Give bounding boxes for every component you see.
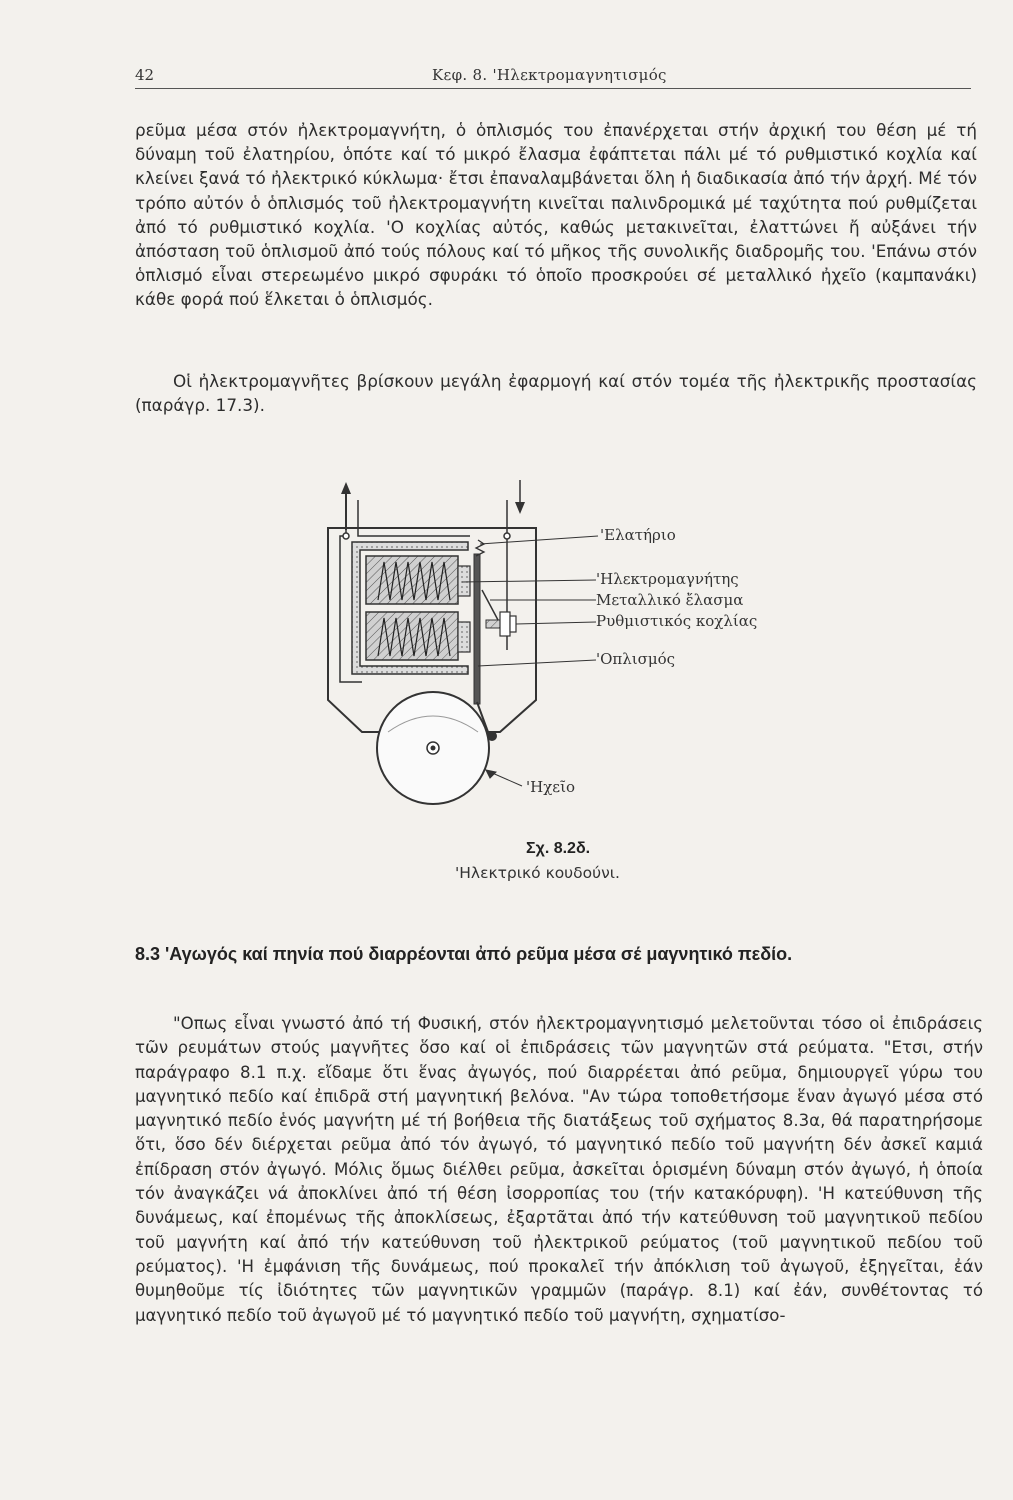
page-number: 42 <box>135 66 155 84</box>
label-metal-strip: Μεταλλικό ἔλασμα <box>596 591 744 609</box>
page-header <box>135 66 971 89</box>
label-spring: 'Ελατήριο <box>600 526 676 544</box>
body-paragraph-2: Οἱ ἠλεκτρομαγνῆτες βρίσκουν μεγάλη ἐφαρμογή καί στόν τομέα τῆς ἠλεκτρικῆς προστασίας (παράγρ. 17.3). <box>135 371 977 416</box>
metal-strip <box>482 590 498 620</box>
label-electromagnet: 'Ηλεκτρομαγνήτης <box>596 570 739 588</box>
electromagnet-coils <box>366 556 470 660</box>
section-paragraph: "Οπως εἶναι γνωστό ἀπό τή Φυσική, στόν ἠλεκτρομαγνητισμό μελετοῦνται τόσο οἱ ἐπιδράσεις τῶν ρευμάτων στούς μαγνῆτες ὅσο καί οἱ ἐπιδράσεις τῶν μαγνητῶν στά ρεύματα. "Ετσι, στήν παράγραφο 8.1 π.χ. εἴδαμε ὅτι ἕνας ἀγωγός, πού διαρρέεται ἀπό ρεῦμα, δημιουργεῖ γύρω του μαγνητικό πεδίο καί ἐπιδρᾶ στή μαγνητική βελόνα. "Αν τώρα τοποθετήσομε ἕναν ἀγωγό μέσα στό μαγνητικό πεδίο ἑνός μαγνήτη μέ τή βοήθεια τῆς διατάξεως τοῦ σχήματος 8.3α, θά παρατηρήσομε ὅτι, ὅσο δέν διέρχεται ρεῦμα ἀπό τόν ἀγωγό, τό μαγνητικό πεδίο τοῦ μαγνήτη δέν ἀσκεῖ καμιά ἐπίδραση στόν ἀγωγό. Μόλις ὅμως διέλθει ρεῦμα, ἀσκεῖται ὁρισμένη δύναμη στόν ἀγωγό, ἡ ὁποία τόν ἀναγκάζει νά ἀποκλίνει ἀπό τή θέση ἰσορροπίας του (τήν κατακόρυφη). 'Η κατεύθυνση τῆς δυνάμεως, καί ἐπομένως τῆς ἀποκλίσεως, ἐξαρτᾶται ἀπό τήν κατεύθυνση τοῦ μαγνητικοῦ πεδίου τοῦ μαγνήτη καί ἀπό τήν κατεύθυνση τοῦ ἠλεκτρικοῦ ρεύματος (τοῦ μαγνητικοῦ πεδίου τοῦ ρεύματος). 'Η ἐμφάνιση τῆς δυνάμεως, πού προκαλεῖ τήν ἀπόκλιση τοῦ ἀγωγοῦ, ἐξηγεῖται, ἐάν θυμηθοῦμε τίς ἰδιότητες τῶν μαγνητικῶν γραμμῶν (παράγρ. 8.1) καί ἐάν, συνθέτοντας τό μαγνητικό πεδίο τοῦ ἀγωγοῦ μέ τό μαγνητικό πεδίο τοῦ μαγνήτη, σχηματίσο- <box>135 1014 983 1325</box>
bell-dome <box>377 692 489 804</box>
running-title: Κεφ. 8. 'Ηλεκτρομαγνητισμός <box>432 66 667 84</box>
figure-caption-number: Σχ. 8.2δ. <box>526 840 591 857</box>
armature <box>474 554 480 704</box>
electric-bell-diagram <box>300 470 820 830</box>
terminal-arrows <box>341 480 525 530</box>
electric-bell-figure <box>300 470 820 830</box>
section-heading: 8.3 'Αγωγός καί πηνία πού διαρρέονται ἀπό ρεῦμα μέσα σέ μαγνητικό πεδίο. <box>135 944 793 964</box>
adjusting-screw <box>486 612 516 636</box>
label-armature: 'Οπλισμός <box>596 650 676 668</box>
body-paragraph-1: ρεῦμα μέσα στόν ἠλεκτρομαγνήτη, ὁ ὁπλισμός του ἐπανέρχεται στήν ἀρχική του θέση μέ τή δύναμη τοῦ ἐλατηρίου, ὁπότε καί τό μικρό ἔλασμα ἐφάπτεται πάλι μέ τό ρυθμιστικό κοχλία καί κλείνει ξανά τό ἠλεκτρικό κύκλωμα· ἔτσι ἐπαναλαμβάνεται ὅλη ἡ διαδικασία ἀπό τήν ἀρχή. Μέ τόν τρόπο αὐτόν ὁ ὁπλισμός τοῦ ἠλεκτρομαγνήτη κινεῖται παλινδρομικά μέ ταχύτητα πού ρυθμίζεται ἀπό τό ρυθμιστικό κοχλία. 'Ο κοχλίας αὐτός, καθώς μετακινεῖται, ἐλαττώνει ἤ αὐξάνει τήν ἀπόσταση τοῦ ὁπλισμοῦ ἀπό τούς πόλους καί τό μῆκος τῆς συνολικῆς διαδρομῆς του. 'Επάνω στόν ὁπλισμό εἶναι στερεωμένο μικρό σφυράκι τό ὁποῖο προσκρούει σέ μεταλλικό ἠχεῖο (καμπανάκι) κάθε φορά πού ἕλκεται ὁ ὁπλισμός. <box>135 120 977 310</box>
label-adjusting-screw: Ρυθμιστικός κοχλίας <box>596 612 758 630</box>
figure-caption-title: 'Ηλεκτρικό κουδούνι. <box>455 864 620 882</box>
label-bell: 'Ηχεῖο <box>526 778 575 796</box>
